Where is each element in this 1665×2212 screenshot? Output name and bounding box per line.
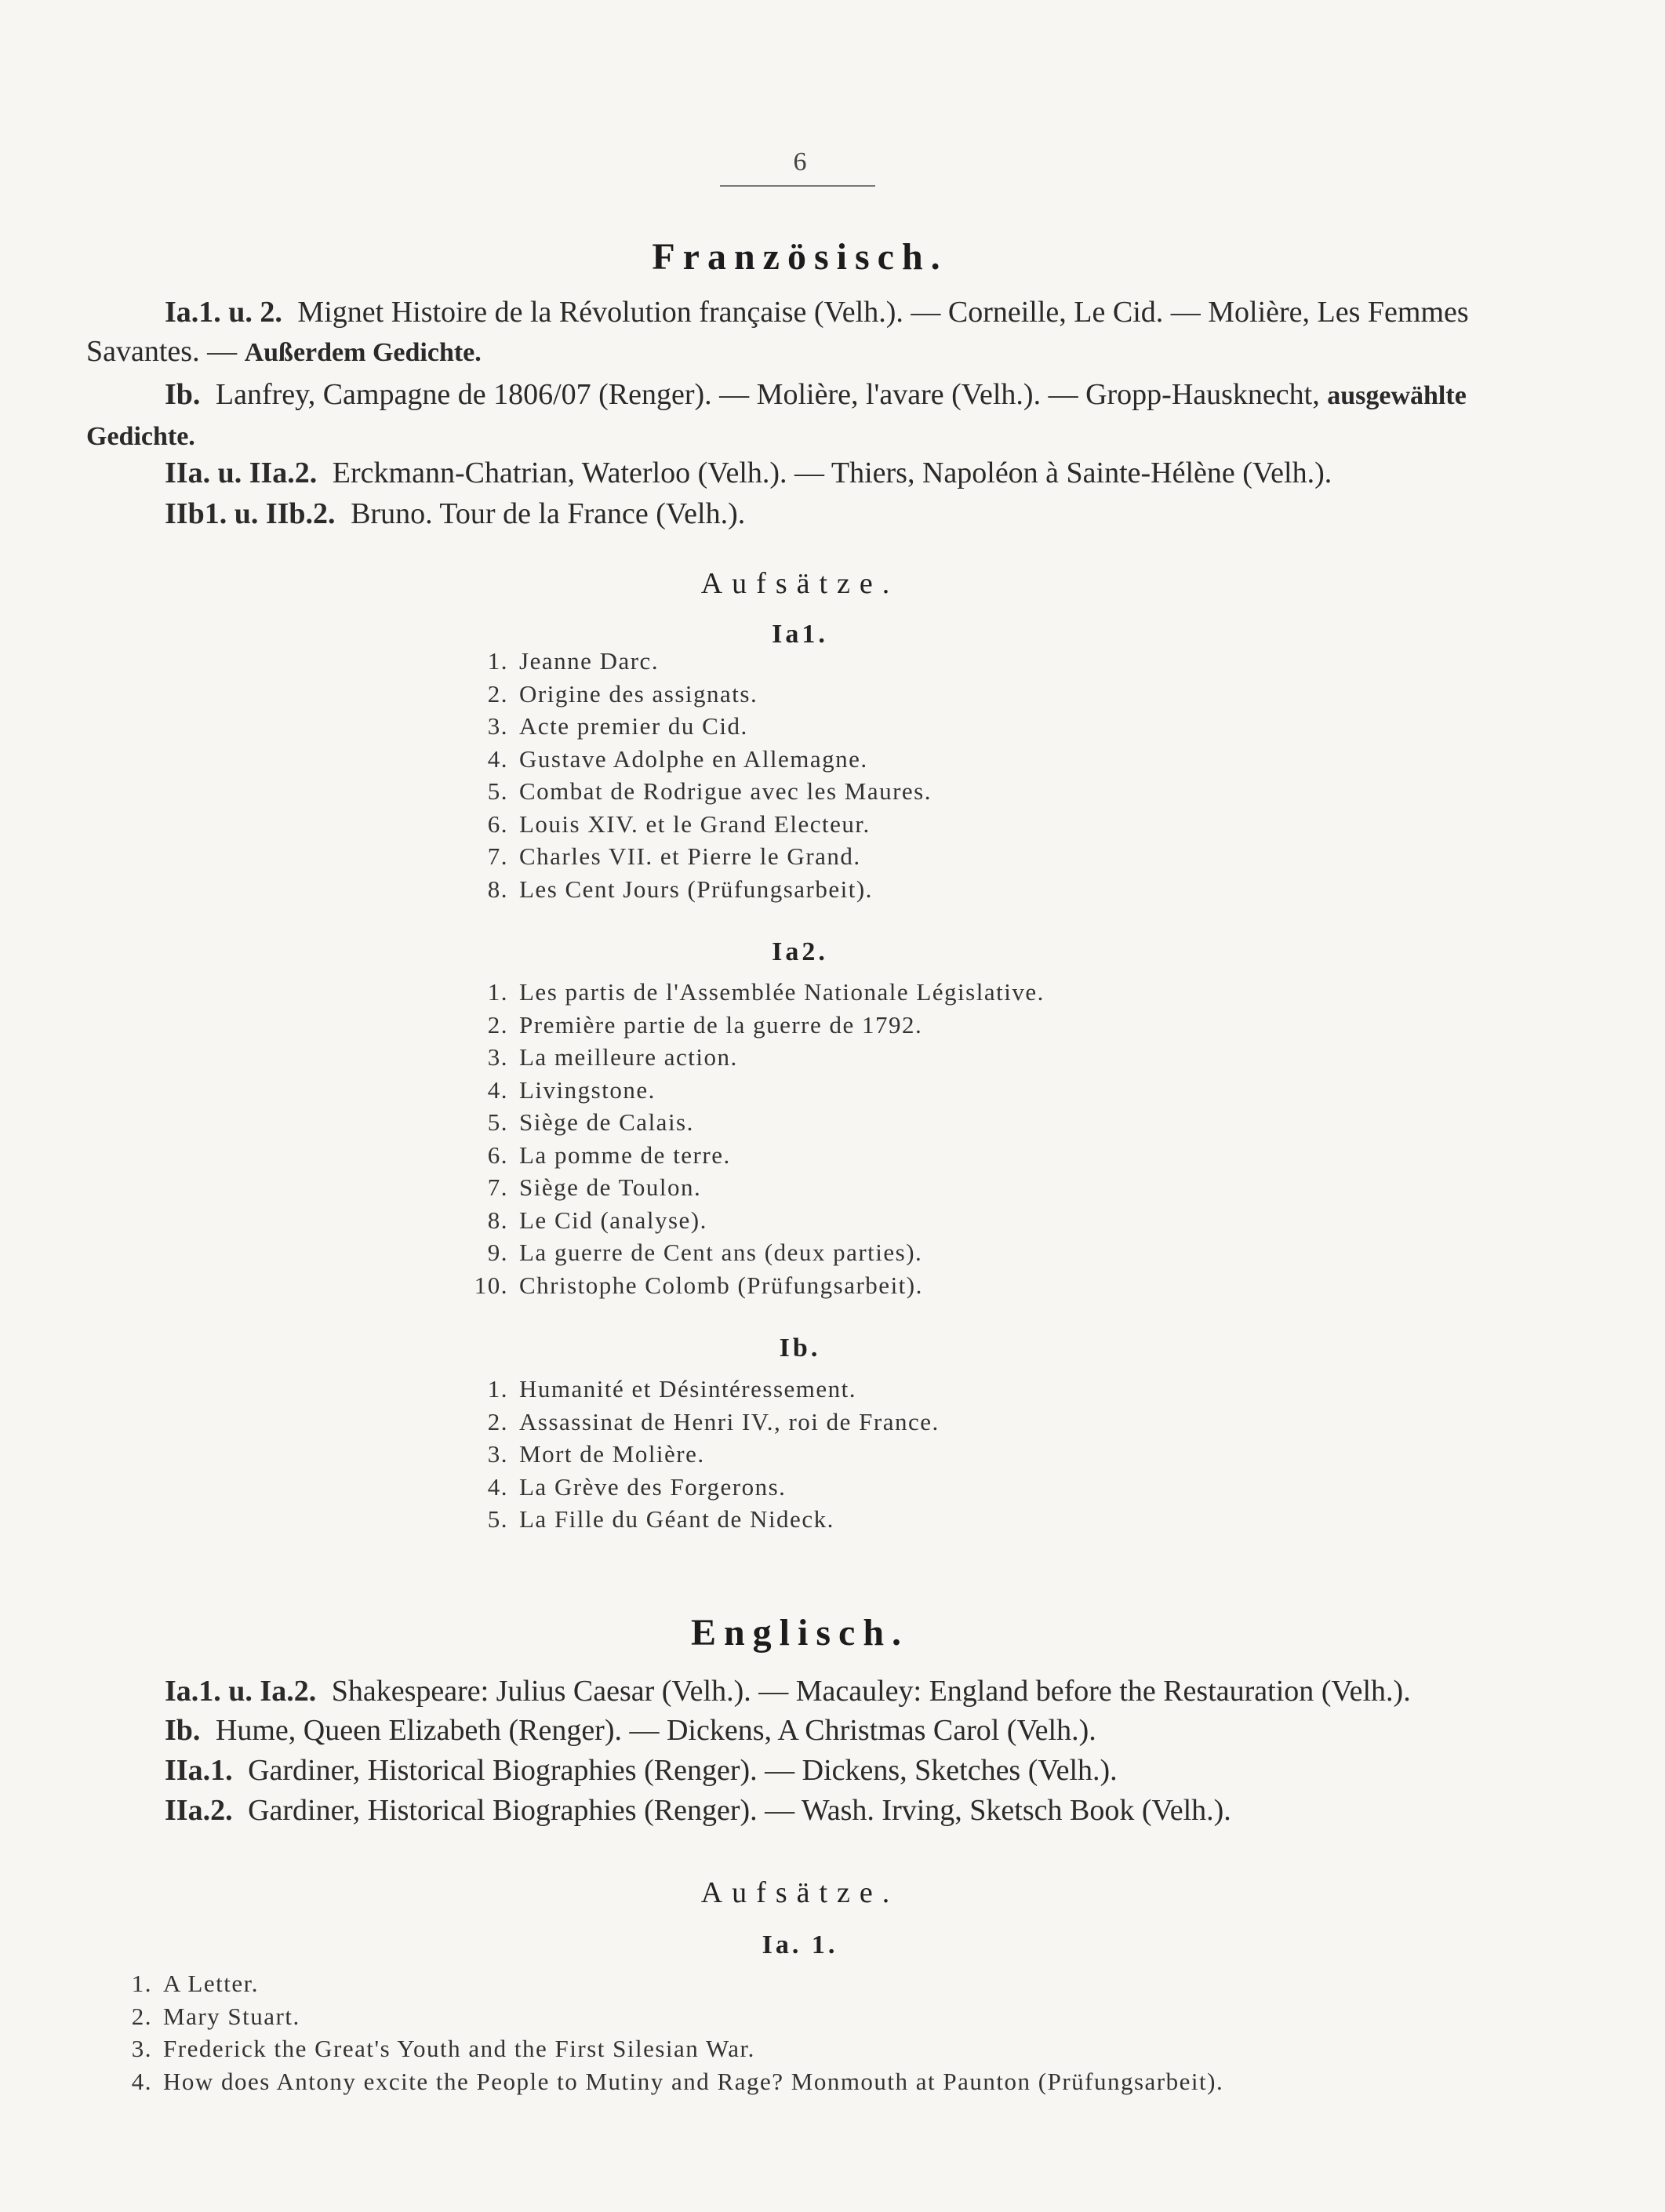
reading-text: Bruno. Tour de la France (Velh.). [343,497,746,530]
reading-text: Shakespeare: Julius Caesar (Velh.). — Macauley: England before the Restauration (Velh.). [324,1675,1411,1708]
list-item: 1. A Letter. [131,1970,259,1997]
reading-label: Ib. [165,1714,201,1747]
list-item: 3. Acte premier du Cid. [487,712,748,740]
list-item: 7. Siège de Toulon. [487,1173,702,1201]
list-item: 3. Mort de Molière. [487,1440,705,1468]
french-essays-heading: Aufsätze. [700,567,900,600]
list-item: 1. Jeanne Darc. [487,647,660,675]
list-item: 9. La guerre de Cent ans (deux parties). [487,1239,923,1266]
french-reading-3 [86,453,1521,493]
class-heading-en-ia1: Ia. 1. [762,1930,838,1959]
list-item: 2. Assassinat de Henri IV., roi de France. [487,1407,940,1435]
reading-label: IIa.1. [165,1754,233,1787]
reading-text: Lanfrey, Campagne de 1806/07 (Renger). — Molière, l'avare (Velh.). — Gropp-Hausknecht, [208,378,1328,411]
reading-text: Gardiner, Historical Biographies (Renger). — Dickens, Sketches (Velh.). [240,1754,1118,1787]
list-item: 5. Combat de Rodrigue avec les Maures. [487,777,932,805]
french-heading: Französisch. [652,236,948,278]
english-reading-2 [86,1711,1521,1750]
list-item: 3. Frederick the Great's Youth and the First Silesian War. [131,2035,755,2062]
list-item: 7. Charles VII. et Pierre le Grand. [487,842,861,870]
list-item: 4. How does Antony excite the People to Mutiny and Rage? Monmouth at Paunton (Prüfungsarbeit). [131,2067,1224,2095]
list-item: 6. La pomme de terre. [487,1141,731,1169]
class-heading-ia1: Ia1. [772,620,828,649]
list-item: 5. La Fille du Géant de Nideck. [487,1505,834,1533]
english-reading-1 [86,1672,1521,1711]
english-heading: Englisch. [690,1612,910,1654]
english-reading-3 [86,1751,1521,1790]
reading-label: IIb1. u. IIb.2. [165,497,336,530]
reading-text: Gardiner, Historical Biographies (Renger). — Wash. Irving, Sketsch Book (Velh.). [240,1794,1231,1827]
english-reading-4 [86,1791,1521,1830]
class-heading-ia2: Ia2. [772,937,828,966]
reading-label: Ib. [165,378,201,411]
reading-label: Ia.1. u. Ia.2. [165,1675,317,1708]
essay-list-ia2 [463,976,1045,1301]
essay-list-en-ia1 [125,1967,1223,2097]
reading-text: Mignet Histoire de la Révolution française (Velh.). — Corneille, Le Cid. — Molière, Les Femmes Savantes. — [86,296,1469,368]
english-essays-heading: Aufsätze. [700,1876,900,1909]
list-item: 8. Les Cent Jours (Prüfungsarbeit). [487,875,873,903]
list-item: 2. Mary Stuart. [131,2002,300,2030]
french-reading-1 [86,293,1521,373]
reading-extra: Außerdem Gedichte. [244,338,482,367]
list-item: 4. Livingstone. [487,1075,656,1104]
french-reading-2 [86,375,1521,457]
reading-label: Ia.1. u. 2. [165,296,282,329]
french-reading-4 [86,494,1521,533]
essay-list-ib [463,1373,940,1536]
list-item: 2. Première partie de la guerre de 1792. [487,1010,923,1039]
reading-label: IIa.2. [165,1794,233,1827]
list-item: 5. Siège de Calais. [487,1108,694,1136]
list-item: 1. Les partis de l'Assemblée Nationale Législative. [487,978,1045,1006]
page-number: 6 [793,147,807,176]
reading-text: Hume, Queen Elizabeth (Renger). — Dickens, A Christmas Carol (Velh.). [208,1714,1096,1747]
list-item: 3. La meilleure action. [487,1043,738,1071]
class-heading-ib: Ib. [779,1333,821,1362]
essay-list-ia1 [463,645,932,905]
reading-label: IIa. u. IIa.2. [165,457,318,489]
list-item: 1. Humanité et Désintéressement. [487,1375,857,1403]
list-item: 10. Christophe Colomb (Prüfungsarbeit). [474,1271,923,1299]
reading-extra: ausgewählte Gedichte. [86,381,1467,451]
page-number-rule [720,185,875,187]
list-item: 4. Gustave Adolphe en Allemagne. [487,744,868,773]
list-item: 4. La Grève des Forgerons. [487,1472,787,1501]
list-item: 6. Louis XIV. et le Grand Electeur. [487,809,871,838]
reading-text: Erckmann-Chatrian, Waterloo (Velh.). — Thiers, Napoléon à Sainte-Hélène (Velh.). [325,457,1332,489]
list-item: 2. Origine des assignats. [487,679,758,708]
list-item: 8. Le Cid (analyse). [487,1206,707,1234]
